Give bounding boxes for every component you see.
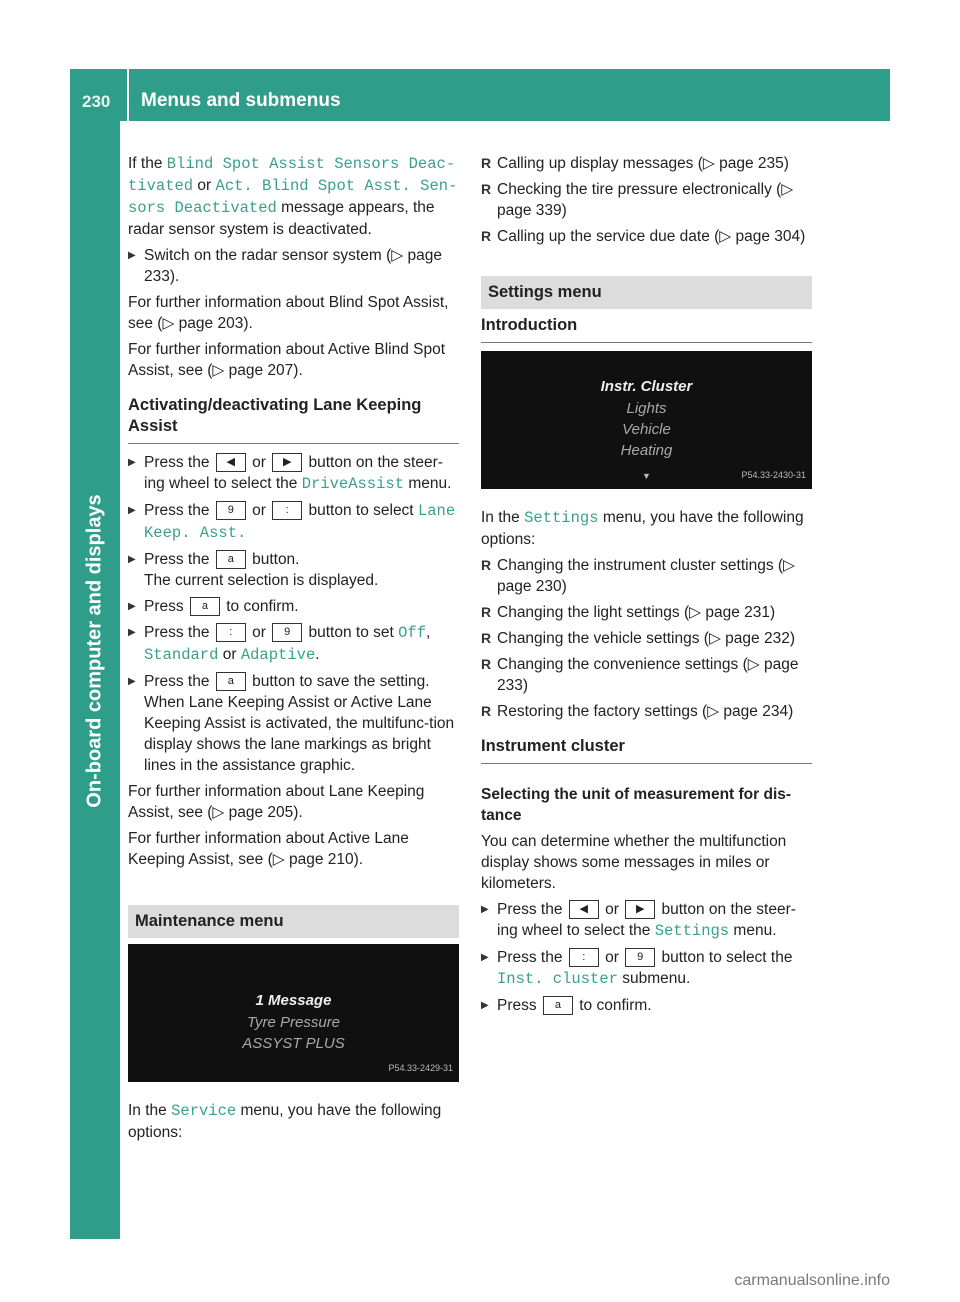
scroll-down-icon: ▼ xyxy=(642,471,651,481)
left-arrow-key-icon: ◀ xyxy=(216,453,246,472)
image-code: P54.33-2430-31 xyxy=(741,470,806,480)
step-confirm-cluster: ▶ Press a to confirm. xyxy=(481,995,812,1016)
down-arrow-key-icon: : xyxy=(272,501,302,520)
settings-screen-image xyxy=(481,351,812,489)
screen-item: Vehicle xyxy=(622,421,671,438)
screen-item: 1 Message xyxy=(255,992,332,1009)
screen-item: Heating xyxy=(620,442,673,459)
step-select-cluster: ▶ Press the : or 9 button to select the Inst. cluster submenu. xyxy=(481,947,812,990)
ok-key-icon: a xyxy=(543,996,573,1015)
service-option: R Calling up display messages (▷ page 235) xyxy=(481,153,812,174)
step-select-driveassist: ▶ Press the ◀ or ▶ button on the steer-ing wheel to select the DriveAssist menu. xyxy=(128,452,459,495)
watermark: carmanualsonline.info xyxy=(734,1272,890,1289)
settings-option: R Changing the convenience settings (▷ page 233) xyxy=(481,654,812,696)
up-arrow-key-icon: 9 xyxy=(625,948,655,967)
blind-spot-paragraph: If the Blind Spot Assist Sensors Deac‑ tivated or Act. Blind Spot Asst. Sen‑ sors Deactivated message appears, the radar sensor system is deactivated. xyxy=(128,155,458,238)
info-blind-spot: For further information about Blind Spot Assist, see (▷ page 203). xyxy=(128,294,449,332)
settings-option: R Changing the instrument cluster settings (▷ page 230) xyxy=(481,555,812,597)
settings-menu-paragraph: In the Settings menu, you have the following options: xyxy=(481,509,804,548)
ok-key-icon: a xyxy=(216,672,246,691)
service-option: R Checking the tire pressure electronically (▷ page 339) xyxy=(481,179,812,221)
down-arrow-key-icon: : xyxy=(216,623,246,642)
service-menu-paragraph: In the Service menu, you have the following options: xyxy=(128,1102,442,1141)
step-save-setting: ▶ Press the a button to save the setting. When Lane Keeping Assist or Active Lane Keeping Assist is activated, the multifunc-tion display shows the lane markings as bright lines in the assistance graphic. xyxy=(128,671,459,776)
settings-menu-heading: Settings menu xyxy=(481,276,812,309)
step-select-lane-keep: ▶ Press the 9 or : button to select Lane Keep. Asst. xyxy=(128,500,459,544)
image-code: P54.33-2429-31 xyxy=(388,1063,453,1073)
chapter-sidebar xyxy=(70,121,120,1239)
screen-item: Instr. Cluster xyxy=(600,378,693,395)
screen-item: ASSYST PLUS xyxy=(242,1035,345,1052)
section-title: Menus and submenus xyxy=(141,90,341,111)
up-arrow-key-icon: 9 xyxy=(272,623,302,642)
lane-keeping-heading: Activating/deactivating Lane Keeping Assist xyxy=(128,395,459,444)
page-number: 230 xyxy=(82,92,111,111)
step-select-settings: ▶ Press the ◀ or ▶ button on the steer-ing wheel to select the Settings menu. xyxy=(481,899,812,942)
settings-option: R Changing the vehicle settings (▷ page 232) xyxy=(481,628,812,649)
service-option: R Calling up the service due date (▷ page 304) xyxy=(481,226,812,247)
unit-paragraph: You can determine whether the multifunction display shows some messages in miles or kilometers. xyxy=(481,833,787,892)
left-column xyxy=(128,153,459,1148)
down-arrow-key-icon: : xyxy=(569,948,599,967)
screen-item: Tyre Pressure xyxy=(246,1014,341,1031)
step-press-ok: ▶ Press the a button. The current selection is displayed. xyxy=(128,549,459,591)
right-column xyxy=(481,153,812,1021)
settings-option: R Restoring the factory settings (▷ page 234) xyxy=(481,701,812,722)
right-arrow-key-icon: ▶ xyxy=(272,453,302,472)
instrument-cluster-heading: Instrument cluster xyxy=(481,736,812,764)
page-header xyxy=(70,69,890,121)
maintenance-menu-heading: Maintenance menu xyxy=(128,905,459,938)
info-active-lane-keeping: For further information about Active Lane Keeping Assist, see (▷ page 210). xyxy=(128,830,409,868)
ok-key-icon: a xyxy=(190,597,220,616)
screen-item: Lights xyxy=(626,400,667,417)
right-arrow-key-icon: ▶ xyxy=(625,900,655,919)
left-arrow-key-icon: ◀ xyxy=(569,900,599,919)
up-arrow-key-icon: 9 xyxy=(216,501,246,520)
ok-key-icon: a xyxy=(216,550,246,569)
chapter-label: On-board computer and displays xyxy=(83,494,106,808)
settings-option: R Changing the light settings (▷ page 231) xyxy=(481,602,812,623)
header-divider xyxy=(127,69,129,121)
step-confirm: ▶ Press a to confirm. xyxy=(128,596,459,617)
step-radar-on: ▶ Switch on the radar sensor system (▷ page 233). xyxy=(128,245,459,287)
step-set-mode: ▶ Press the : or 9 button to set Off, Standard or Adaptive. xyxy=(128,622,459,666)
unit-distance-heading: Selecting the unit of measurement for dis-tance xyxy=(481,786,792,824)
info-active-blind-spot: For further information about Active Blind Spot Assist, see (▷ page 207). xyxy=(128,341,446,379)
introduction-heading: Introduction xyxy=(481,315,812,343)
maintenance-screen-image xyxy=(128,944,459,1082)
info-lane-keeping: For further information about Lane Keeping Assist, see (▷ page 205). xyxy=(128,783,425,821)
